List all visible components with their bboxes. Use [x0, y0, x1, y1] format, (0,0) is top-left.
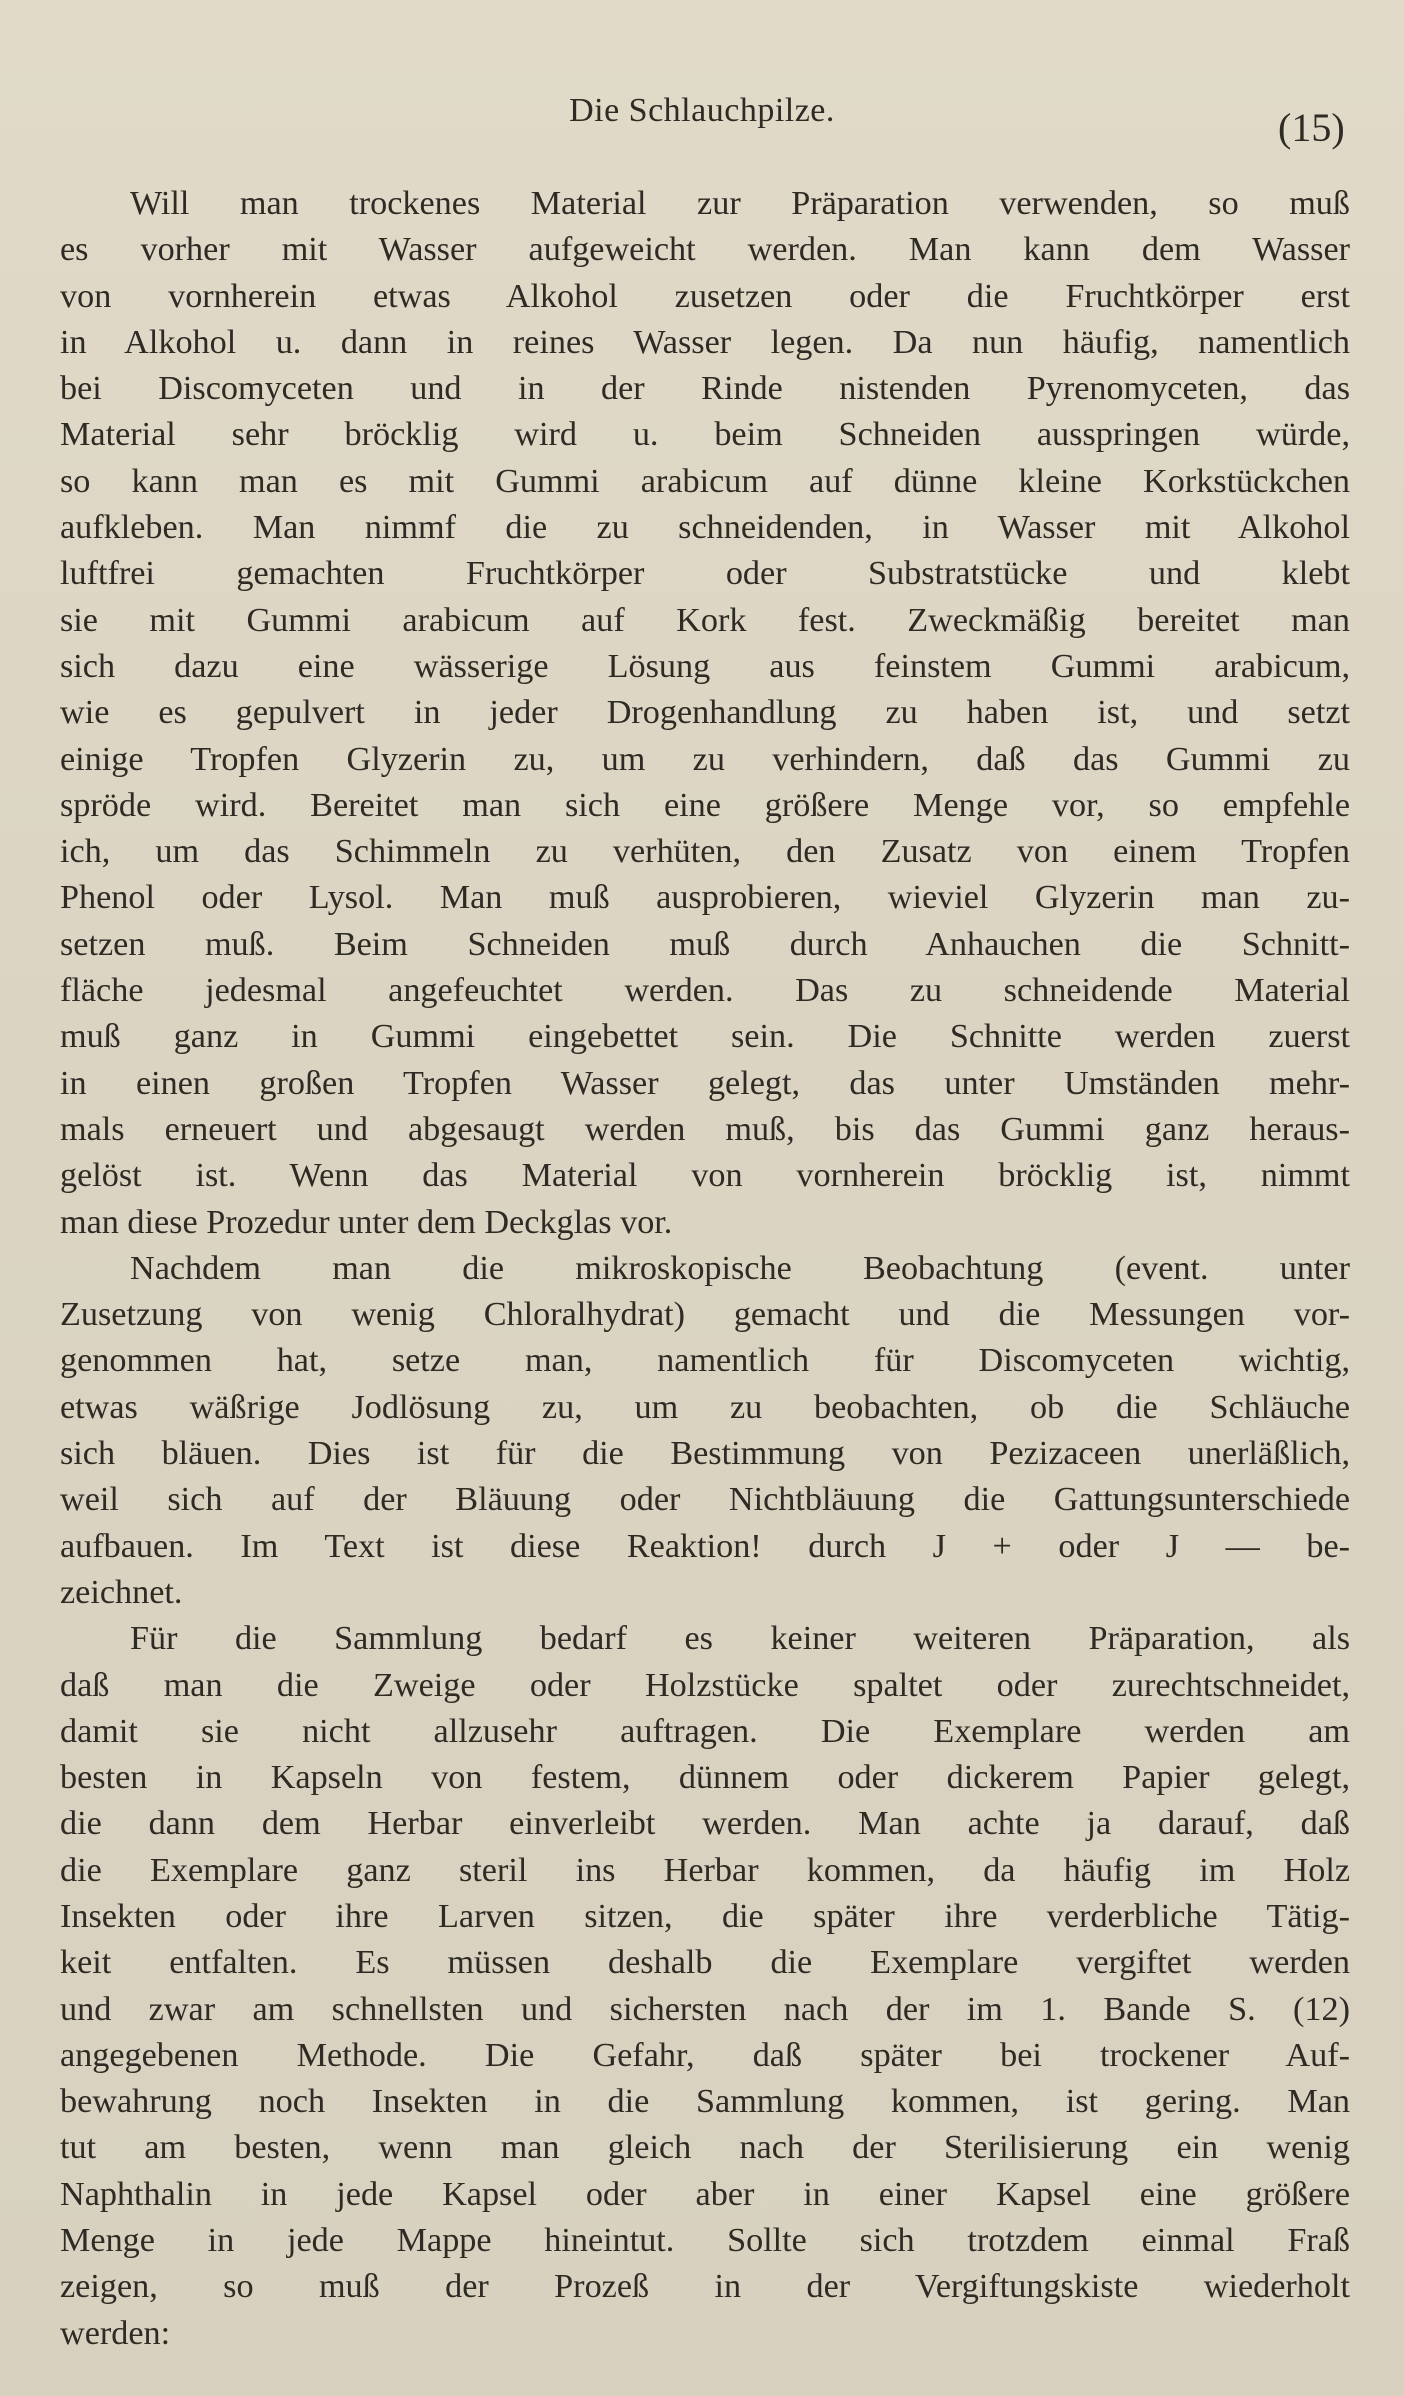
text-line: Naphthalin in jede Kapsel oder aber in einer Kapsel eine größere	[60, 2175, 1350, 2213]
body-text	[60, 181, 1350, 2357]
text-line: gelöst ist. Wenn das Material von vornherein bröcklig ist, nimmt	[60, 1157, 1350, 1195]
text-line: damit sie nicht allzusehr auftragen. Die Exemplare werden am	[60, 1712, 1350, 1750]
text-line: und zwar am schnellsten und sichersten nach der im 1. Bande S. (12)	[60, 1990, 1350, 2028]
text-line: Menge in jede Mappe hineintut. Sollte sich trotzdem einmal Fraß	[60, 2222, 1350, 2260]
paragraph-preparation	[60, 181, 1350, 1246]
text-line: keit entfalten. Es müssen deshalb die Exemplare vergiftet werden	[60, 1944, 1350, 1982]
text-line: so kann man es mit Gummi arabicum auf dünne kleine Korkstückchen	[60, 462, 1350, 500]
text-line: sich dazu eine wässerige Lösung aus feinstem Gummi arabicum,	[60, 647, 1350, 685]
text-line: weil sich auf der Bläuung oder Nichtbläuung die Gattungsunterschiede	[60, 1481, 1350, 1519]
text-line: zeichnet.	[60, 1573, 183, 1611]
text-line: genommen hat, setze man, namentlich für Discomyceten wichtig,	[60, 1342, 1350, 1380]
text-line: ich, um das Schimmeln zu verhüten, den Zusatz von einem Tropfen	[60, 833, 1350, 871]
text-line: in einen großen Tropfen Wasser gelegt, das unter Umständen mehr-	[60, 1064, 1350, 1102]
text-line: sie mit Gummi arabicum auf Kork fest. Zweckmäßig bereitet man	[60, 601, 1350, 639]
text-line: setzen muß. Beim Schneiden muß durch Anhauchen die Schnitt-	[60, 925, 1350, 963]
page-number: (15)	[1278, 105, 1345, 150]
text-line: muß ganz in Gummi eingebettet sein. Die Schnitte werden zuerst	[60, 1018, 1350, 1056]
text-line: Material sehr bröcklig wird u. beim Schneiden ausspringen würde,	[60, 416, 1350, 454]
text-line: mals erneuert und abgesaugt werden muß, bis das Gummi ganz heraus-	[60, 1110, 1350, 1148]
text-line: die dann dem Herbar einverleibt werden. Man achte ja darauf, daß	[60, 1805, 1350, 1843]
text-line: die Exemplare ganz steril ins Herbar kommen, da häufig im Holz	[60, 1851, 1350, 1889]
text-line: Phenol oder Lysol. Man muß ausprobieren, wieviel Glyzerin man zu-	[60, 879, 1350, 917]
text-line: bewahrung noch Insekten in die Sammlung kommen, ist gering. Man	[60, 2083, 1350, 2121]
text-line: zeigen, so muß der Prozeß in der Vergiftungskiste wiederholt	[60, 2268, 1350, 2306]
paragraph-collection	[60, 1616, 1350, 2357]
text-line: wie es gepulvert in jeder Drogenhandlung zu haben ist, und setzt	[60, 694, 1350, 732]
text-line: spröde wird. Bereitet man sich eine größere Menge vor, so empfehle	[60, 786, 1350, 824]
text-line: aufbauen. Im Text ist diese Reaktion! durch J + oder J — be-	[60, 1527, 1350, 1565]
text-line: besten in Kapseln von festem, dünnem oder dickerem Papier gelegt,	[60, 1759, 1350, 1797]
paragraph-iodine-reaction	[60, 1246, 1350, 1616]
text-line: Will man trockenes Material zur Präparation verwenden, so muß	[130, 185, 1350, 222]
text-line: Nachdem man die mikroskopische Beobachtung (event. unter	[130, 1249, 1350, 1287]
running-title: Die Schlauchpilze.	[569, 92, 835, 129]
text-line: es vorher mit Wasser aufgeweicht werden. Man kann dem Wasser	[60, 231, 1350, 269]
text-line: etwas wäßrige Jodlösung zu, um zu beobachten, ob die Schläuche	[60, 1388, 1350, 1426]
text-line: sich bläuen. Dies ist für die Bestimmung von Pezizaceen unerläßlich,	[60, 1435, 1350, 1473]
text-line: Zusetzung von wenig Chloralhydrat) gemacht und die Messungen vor-	[60, 1296, 1350, 1334]
text-line: in Alkohol u. dann in reines Wasser legen. Da nun häufig, namentlich	[60, 323, 1350, 361]
text-line: aufkleben. Man nimmf die zu schneidenden, in Wasser mit Alkohol	[60, 509, 1350, 547]
text-line: fläche jedesmal angefeuchtet werden. Das zu schneidende Material	[60, 972, 1350, 1010]
text-line: tut am besten, wenn man gleich nach der Sterilisierung ein wenig	[60, 2129, 1350, 2167]
text-line: daß man die Zweige oder Holzstücke spaltet oder zurechtschneidet,	[60, 1666, 1350, 1704]
text-line: Für die Sammlung bedarf es keiner weiteren Präparation, als	[130, 1620, 1350, 1658]
text-line: luftfrei gemachten Fruchtkörper oder Substratstücke und klebt	[60, 555, 1350, 593]
text-line: man diese Prozedur unter dem Deckglas vor.	[60, 1203, 673, 1241]
text-line: von vornherein etwas Alkohol zusetzen oder die Fruchtkörper erst	[60, 277, 1350, 315]
text-line: bei Discomyceten und in der Rinde nistenden Pyrenomyceten, das	[60, 370, 1350, 408]
text-line: Insekten oder ihre Larven sitzen, die später ihre verderbliche Tätig-	[60, 1897, 1350, 1935]
text-line: angegebenen Methode. Die Gefahr, daß später bei trockener Auf-	[60, 2036, 1350, 2074]
text-line: einige Tropfen Glyzerin zu, um zu verhindern, daß das Gummi zu	[60, 740, 1350, 778]
text-line: werden:	[60, 2314, 171, 2352]
